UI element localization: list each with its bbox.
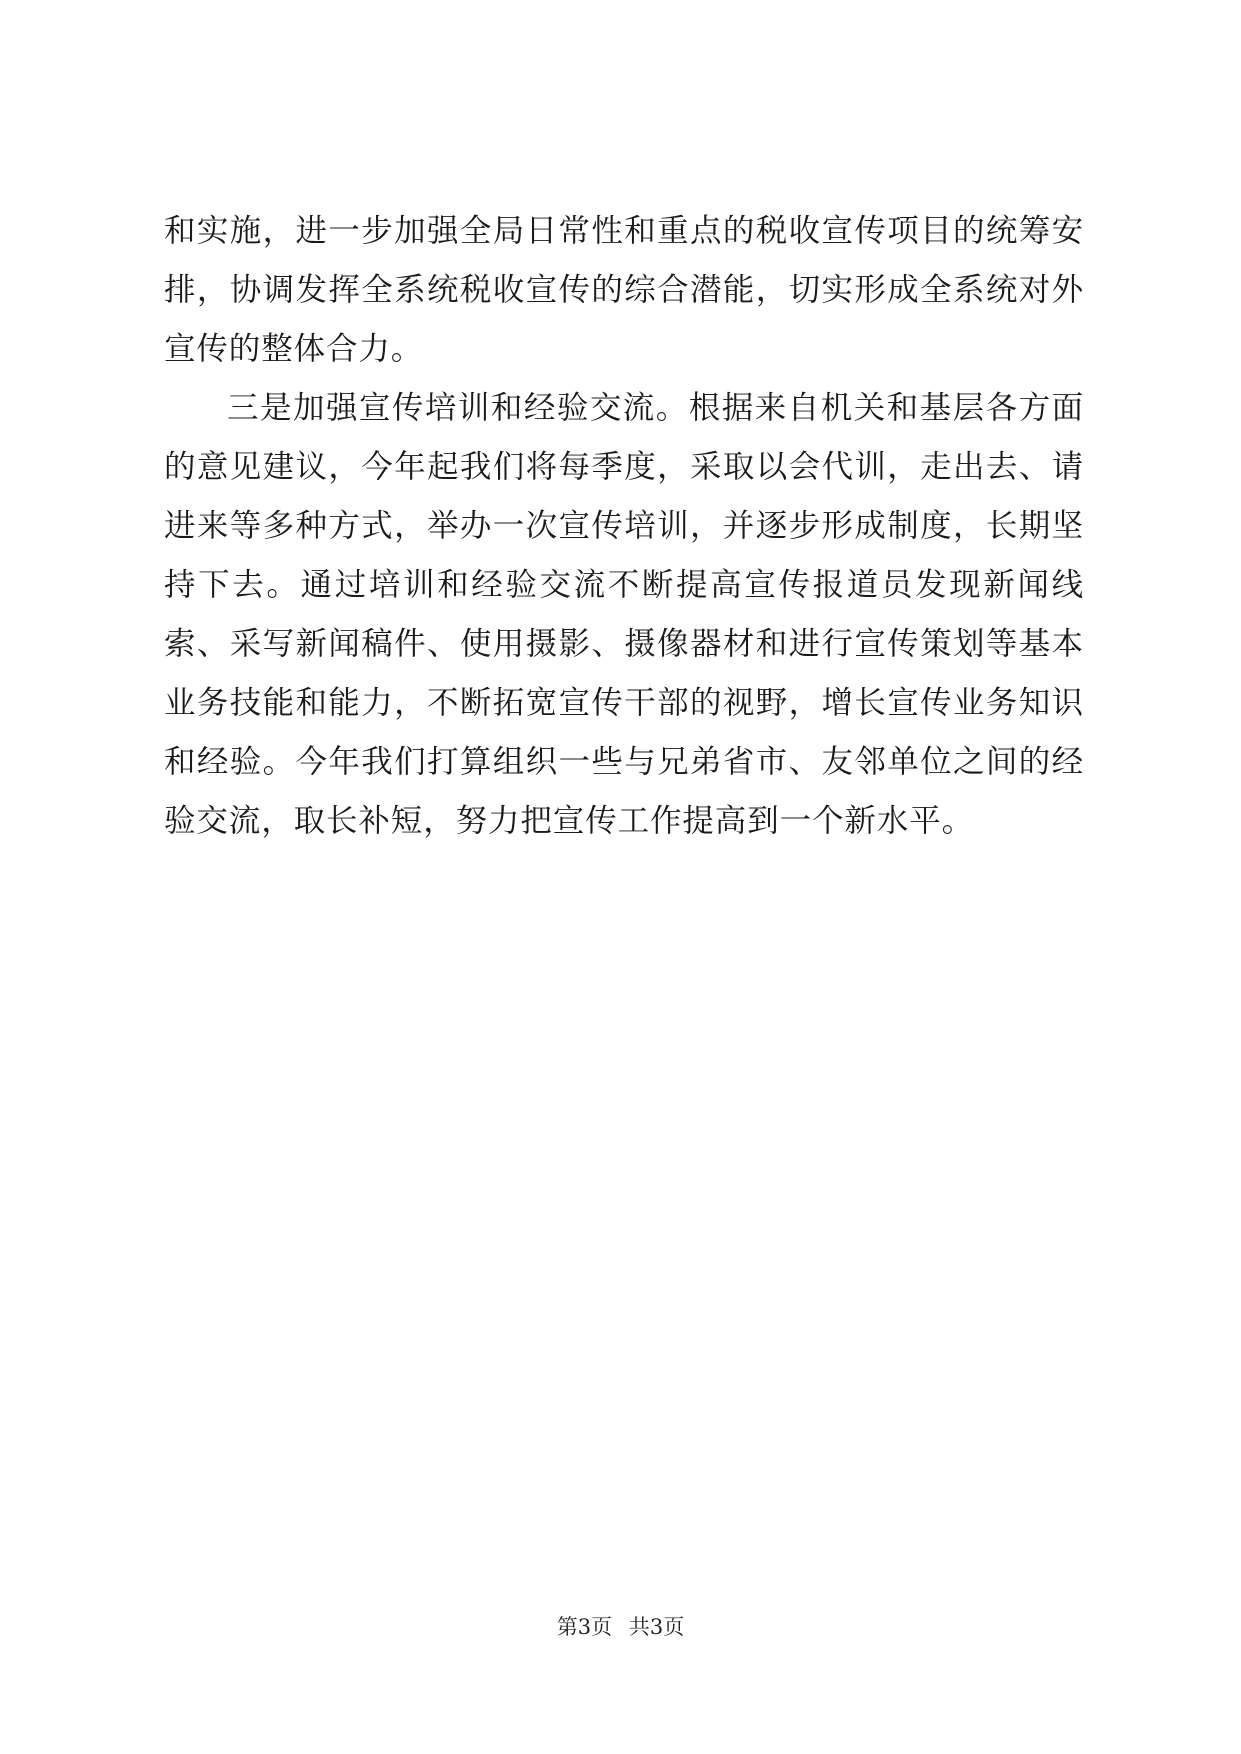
page-number-total: 共3页: [628, 1615, 685, 1639]
paragraph-training-exchange: 三是加强宣传培训和经验交流。根据来自机关和基层各方面的意见建议，今年起我们将每季度，采取以会代训，走出去、请进来等多种方式，举办一次宣传培训，并逐步形成制度，长期坚持下去。通过培训和经验交流不断提高宣传报道员发现新闻线索、采写新闻稿件、使用摄影、摄像器材和进行宣传策划等基本业务技能和能力，不断拓宽宣传干部的视野，增长宣传业务知识和经验。今年我们打算组织一些与兄弟省市、友邻单位之间的经验交流，取长补短，努力把宣传工作提高到一个新水平。: [164, 390, 1084, 839]
paragraph-continuation: 和实施，进一步加强全局日常性和重点的税收宣传项目的统筹安排，协调发挥全系统税收宣传的综合潜能，切实形成全系统对外宣传的整体合力。: [164, 213, 1084, 367]
document-body: [164, 202, 1084, 851]
page-footer: [0, 1612, 1241, 1642]
page-number-current: 第3页: [556, 1615, 613, 1639]
